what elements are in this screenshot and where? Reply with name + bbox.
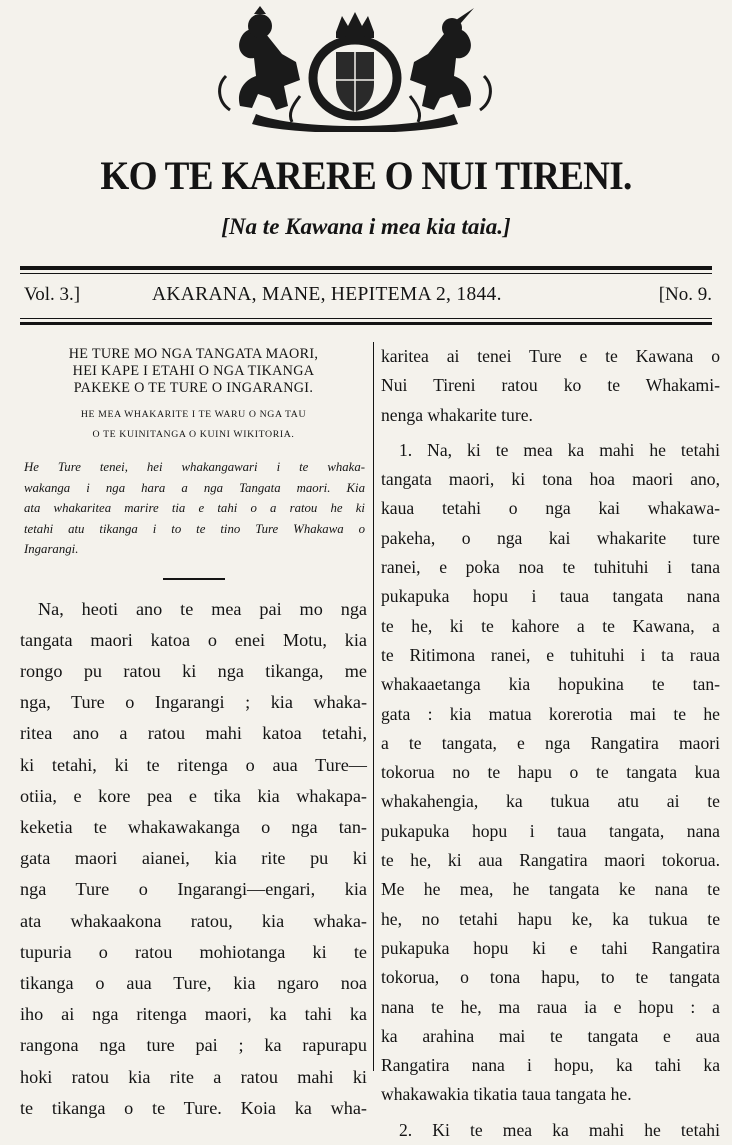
crown-icon bbox=[336, 12, 374, 38]
left-column bbox=[20, 342, 367, 1124]
body-line: keketia te whakawakanga o nga tan- bbox=[20, 816, 367, 837]
body-line: te Ritimona ranei, e tuhituhi i ta raua bbox=[381, 644, 720, 665]
rule-dateline-thick bbox=[20, 322, 712, 325]
royal-coat-of-arms bbox=[196, 6, 514, 132]
body-line: gata maori aianei, kia rite pu ki bbox=[20, 848, 367, 869]
body-line: nana te he, ma raua ia e hopu : a bbox=[381, 996, 720, 1017]
lion-supporter bbox=[239, 6, 300, 110]
place-and-date: AKARANA, MANE, HEPITEMA 2, 1844. bbox=[152, 284, 502, 305]
body-line: he, no tetahi hapu ke, ka tukua te bbox=[381, 908, 720, 929]
rule-top-thin bbox=[20, 273, 712, 274]
body-line: pukapuka hopu i taua tangata nana bbox=[381, 586, 720, 607]
body-line: ki tetahi, ki te ritenga o aua Ture— bbox=[20, 754, 367, 775]
section-1-start: 1. Na, ki te mea ka mahi he tetahi bbox=[399, 439, 720, 460]
body-line: rangona nga ture pai ; ka rapurapu bbox=[20, 1035, 367, 1056]
right-body-text bbox=[381, 342, 720, 1145]
left-body-text bbox=[20, 594, 367, 1124]
body-line: kaua tetahi o nga kai whakawa- bbox=[381, 498, 720, 519]
article-heading bbox=[20, 346, 367, 397]
body-line: te he, ki aua Rangatira maori tokorua. bbox=[381, 850, 720, 871]
section-2-start: 2. Ki te mea ka mahi he tetahi bbox=[399, 1119, 720, 1140]
body-line: tupuria o ratou mohiotanga ki te bbox=[20, 941, 367, 962]
heading-line: HE TURE MO NGA TANGATA MAORI, bbox=[68, 346, 319, 362]
body-line: tokorua, o tona hapu, to te tangata bbox=[381, 967, 720, 988]
body-line: karitea ai tenei Ture e te Kawana o bbox=[381, 346, 720, 366]
body-line: nenga whakarite ture. bbox=[381, 404, 533, 425]
body-line: rongo pu ratou ki nga tikanga, me bbox=[20, 660, 367, 681]
body-line: tangata maori, ki tona hoa maori ano, bbox=[381, 469, 720, 490]
body-line: ka arahina mai te tangata e aua bbox=[381, 1025, 720, 1046]
section-divider bbox=[163, 578, 225, 580]
body-line: otiia, e kore pea e tika kia whakapa- bbox=[20, 785, 367, 806]
enactment-line: HE MEA WHAKARITE I TE WARU O NGA TAU bbox=[80, 409, 307, 420]
body-line: Rangatira nana i hopu, ka tahi ka bbox=[381, 1055, 720, 1076]
body-line: tokorua no te hapu o te tangata kua bbox=[381, 762, 720, 783]
preamble-line: ata whakaritea marire tia e tahi o a ratou he ki bbox=[24, 501, 365, 515]
body-line: gata : kia matua korerotia mai te he bbox=[381, 703, 720, 724]
body-line: ritea ano a ratou mahi katoa tetahi, bbox=[20, 723, 367, 744]
body-line: te he, ki te kahore a te Kawana, a bbox=[381, 615, 720, 636]
body-line: whakawakia tikatia taua tangata he. bbox=[381, 1084, 632, 1105]
body-line: te tikanga o te Ture. Koia ka wha- bbox=[20, 1097, 367, 1118]
body-line: ata whakaakona ratou, kia whaka- bbox=[20, 910, 367, 931]
heading-line: HEI KAPE I ETAHI O NGA TIKANGA bbox=[72, 363, 315, 379]
body-line: whakahengia, ka tukua atu ai te bbox=[381, 791, 720, 812]
enactment-line: O TE KUINITANGA O KUINI WIKITORIA. bbox=[92, 429, 295, 440]
preamble-line: He Ture tenei, hei whakangawari i te whaka- bbox=[24, 460, 365, 474]
issue-number: [No. 9. bbox=[658, 284, 712, 305]
body-line: whakaaetanga kia hopukina te tan- bbox=[381, 674, 720, 695]
preamble bbox=[20, 457, 367, 560]
body-line: tangata maori katoa o enei Motu, kia bbox=[20, 629, 367, 650]
body-line: ranei, e poka noa te tuhituhi i tana bbox=[381, 557, 720, 578]
preamble-line: Ingarangi. bbox=[24, 542, 79, 556]
body-line: nga, Ture o Ingarangi ; kia whaka- bbox=[20, 692, 367, 713]
heading-line: PAKEKE O TE TURE O INGARANGI. bbox=[73, 380, 314, 396]
body-line: pukapuka hopu ki e tahi Rangatira bbox=[381, 937, 720, 958]
preamble-line: wakanga i nga hara a nga Tangata maori. Kia bbox=[24, 480, 365, 495]
enactment-note bbox=[20, 405, 367, 445]
body-line: pukapuka hopu i taua tangata, nana bbox=[381, 820, 720, 841]
rule-dateline-thin bbox=[20, 318, 712, 319]
dateline bbox=[24, 282, 712, 314]
body-line: tikanga o aua Ture, kia ngaro noa bbox=[20, 972, 367, 993]
right-column bbox=[381, 342, 720, 1145]
body-line: Me he mea, he tangata ke nana te bbox=[381, 879, 720, 900]
rule-top-thick bbox=[20, 266, 712, 270]
masthead-subtitle: [Na te Kawana i mea kia taia.] bbox=[221, 214, 511, 239]
body-line: Na, heoti ano te mea pai mo nga bbox=[38, 598, 367, 619]
body-line: a te tangata, e nga Rangatira maori bbox=[381, 732, 720, 753]
body-line: hoki ratou kia rite a ratou mahi ki bbox=[20, 1066, 367, 1087]
body-line: nga Ture o Ingarangi—engari, kia bbox=[20, 879, 367, 900]
body-line: pakeha, o nga kai whakarite ture bbox=[381, 527, 720, 548]
volume-label: Vol. 3.] bbox=[24, 284, 81, 305]
body-line: iho ai nga ritenga maori, ka tahi ka bbox=[20, 1004, 367, 1025]
masthead-title: KO TE KARERE O NUI TIRENI. bbox=[100, 153, 632, 198]
preamble-line: tetahi atu tikanga i to te tino Ture Whakawa o bbox=[24, 521, 365, 536]
garter-shield bbox=[313, 40, 397, 116]
unicorn-supporter bbox=[410, 8, 474, 110]
column-divider bbox=[373, 342, 374, 1071]
body-line: Nui Tireni ratou ko te Whakami- bbox=[381, 375, 720, 396]
